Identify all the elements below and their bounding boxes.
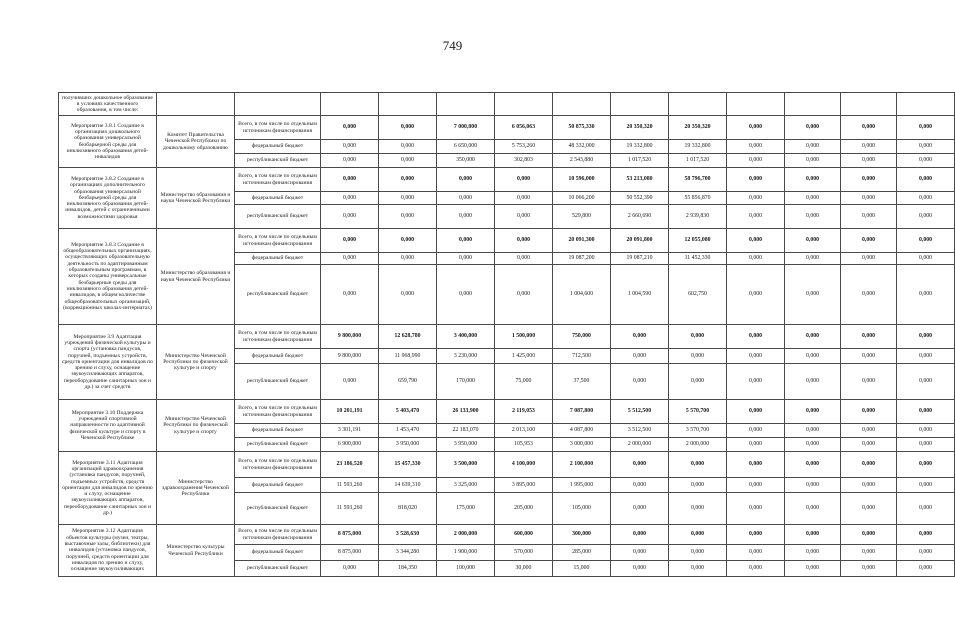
value-cell: 0,000 [437,168,495,192]
value-cell: 0,000 [785,205,841,229]
value-cell: 0,000 [727,265,785,325]
value-cell: 6 056,063 [495,116,553,140]
value-cell: 0,000 [669,478,727,493]
value-cell: 11 593,260 [321,493,379,525]
value-cell: 0,000 [727,205,785,229]
funding-source: федеральный бюджет [235,545,321,561]
value-cell: 0,000 [727,140,785,154]
executor-name: Министерство здравоохранения Чеченской Республики [157,452,235,525]
value-cell: 300,000 [553,525,611,545]
value-cell: 75,000 [495,364,553,400]
value-cell: 0,000 [611,364,669,400]
value-cell: 10 596,000 [553,168,611,192]
value-cell: 0,000 [321,253,379,265]
value-cell: 0,000 [495,192,553,205]
value-cell: 175,000 [437,493,495,525]
value-cell: 0,000 [495,265,553,325]
value-cell: 0,000 [785,192,841,205]
value-cell: 0,000 [321,229,379,253]
value-cell: 602,750 [669,265,727,325]
value-cell: 3 325,000 [437,478,495,493]
value-cell: 0,000 [841,525,897,545]
value-cell: 0,000 [785,349,841,364]
measure-name: Мероприятие 3.11 Адаптация организаций здравоохранения (установка пандусов, поручней, подъемных устройств, средств ориентации для инвалидов по зрению и слуху, оснащение звукоусиливающих аппаратов, переоборудование санитарных зон и др.) [59,452,157,525]
value-cell: 14 639,310 [379,478,437,493]
value-cell: 0,000 [611,493,669,525]
value-cell: 6 900,000 [321,438,379,452]
funding-source: Всего, в том числе по отдельным источникам финансирования [235,452,321,478]
executor-name: Министерство образования и науки Чеченской Республики [157,229,235,325]
value-cell: 0,000 [669,493,727,525]
value-cell: 0,000 [321,265,379,325]
funding-source: Всего, в том числе по отдельным источникам финансирования [235,116,321,140]
value-cell: 0,000 [785,364,841,400]
value-cell: 0,000 [379,154,437,168]
funding-source: республиканский бюджет [235,154,321,168]
value-cell: 0,000 [841,452,897,478]
value-cell: 0,000 [727,154,785,168]
value-cell: 0,000 [727,325,785,349]
value-cell: 20 091,300 [553,229,611,253]
value-cell: 0,000 [841,325,897,349]
value-cell: 3 512,500 [611,424,669,438]
table-row [59,525,955,545]
value-cell: 529,800 [553,205,611,229]
value-cell: 5 570,700 [669,400,727,424]
value-cell: 15,000 [553,561,611,577]
budget-table [58,92,955,577]
value-cell: 0,000 [841,561,897,577]
table-row [59,116,955,140]
value-cell: 55 856,870 [669,192,727,205]
funding-source: республиканский бюджет [235,265,321,325]
row-description: получивших дошкольное образование в условиях качественного образования, в том числе: [59,93,157,116]
value-cell: 0,000 [669,545,727,561]
value-cell: 0,000 [611,545,669,561]
value-cell: 12 628,780 [379,325,437,349]
table-row [59,325,955,349]
value-cell: 0,000 [785,325,841,349]
value-cell: 11 593,260 [321,478,379,493]
value-cell: 0,000 [611,349,669,364]
value-cell: 3 895,000 [495,478,553,493]
value-cell: 659,790 [379,364,437,400]
value-cell: 1 017,520 [669,154,727,168]
value-cell: 50 875,330 [553,116,611,140]
value-cell: 0,000 [841,349,897,364]
value-cell: 4 087,800 [553,424,611,438]
executor-name: Комитет Правительства Чеченской Республики по дошкольному образованию [157,116,235,168]
funding-source: федеральный бюджет [235,349,321,364]
value-cell: 0,000 [321,154,379,168]
value-cell: 0,000 [841,364,897,400]
value-cell: 3 500,000 [437,452,495,478]
value-cell: 3 230,000 [437,349,495,364]
value-cell: 2 100,000 [553,452,611,478]
measure-name: Мероприятие 3.10 Поддержка учреждений спортивной направленности по адаптивной физической культуре и спорту в Чеченской Республике [59,400,157,452]
funding-source: республиканский бюджет [235,205,321,229]
executor-name: Министерство образования и науки Чеченской Республики [157,168,235,229]
value-cell: 350,000 [437,154,495,168]
value-cell: 0,000 [897,478,955,493]
value-cell: 712,500 [553,349,611,364]
executor-name: Министерство Чеченской Республики по физической культуре и спорту [157,400,235,452]
value-cell: 19 332,800 [611,140,669,154]
value-cell: 0,000 [841,265,897,325]
value-cell: 0,000 [379,192,437,205]
value-cell: 0,000 [841,493,897,525]
value-cell: 37,500 [553,364,611,400]
value-cell: 53 213,080 [611,168,669,192]
value-cell: 10 201,191 [321,400,379,424]
value-cell: 0,000 [727,545,785,561]
value-cell: 818,020 [379,493,437,525]
value-cell: 0,000 [669,561,727,577]
value-cell: 15 457,330 [379,452,437,478]
value-cell: 0,000 [841,438,897,452]
value-cell: 1 004,590 [611,265,669,325]
value-cell: 0,000 [785,478,841,493]
value-cell: 0,000 [897,452,955,478]
value-cell: 0,000 [897,253,955,265]
value-cell: 170,000 [437,364,495,400]
value-cell: 0,000 [841,192,897,205]
value-cell: 600,000 [495,525,553,545]
value-cell: 0,000 [379,253,437,265]
value-cell: 8 875,000 [321,525,379,545]
value-cell: 11 968,990 [379,349,437,364]
value-cell: 2 939,830 [669,205,727,229]
value-cell: 0,000 [785,140,841,154]
table-row [59,93,955,116]
value-cell: 26 133,900 [437,400,495,424]
value-cell: 1 453,470 [379,424,437,438]
funding-source: федеральный бюджет [235,253,321,265]
value-cell: 100,000 [437,561,495,577]
value-cell: 205,000 [495,493,553,525]
executor-name: Министерство культуры Чеченской Республики [157,525,235,577]
value-cell: 58 796,700 [669,168,727,192]
value-cell: 0,000 [785,452,841,478]
value-cell: 0,000 [727,561,785,577]
value-cell: 0,000 [669,325,727,349]
funding-source: федеральный бюджет [235,140,321,154]
value-cell: 0,000 [785,400,841,424]
value-cell: 3 000,000 [553,438,611,452]
value-cell: 0,000 [841,253,897,265]
table-row [59,168,955,192]
value-cell: 0,000 [897,545,955,561]
value-cell: 0,000 [495,168,553,192]
funding-source: Всего, в том числе по отдельным источникам финансирования [235,229,321,253]
value-cell: 0,000 [897,205,955,229]
funding-source: республиканский бюджет [235,561,321,577]
value-cell: 0,000 [897,400,955,424]
value-cell: 0,000 [841,205,897,229]
value-cell: 2 119,053 [495,400,553,424]
value-cell: 1 425,000 [495,349,553,364]
value-cell: 3 301,191 [321,424,379,438]
value-cell: 0,000 [785,168,841,192]
funding-source: республиканский бюджет [235,364,321,400]
value-cell: 0,000 [321,116,379,140]
value-cell: 570,000 [495,545,553,561]
value-cell: 0,000 [897,116,955,140]
value-cell: 3 400,000 [437,325,495,349]
value-cell: 0,000 [785,493,841,525]
table-row [59,400,955,424]
value-cell: 0,000 [611,561,669,577]
value-cell: 3 570,700 [669,424,727,438]
value-cell: 0,000 [841,229,897,253]
value-cell: 11 452,330 [669,253,727,265]
value-cell: 50 552,390 [611,192,669,205]
table-row [59,229,955,253]
value-cell: 12 055,080 [669,229,727,253]
funding-source: федеральный бюджет [235,192,321,205]
value-cell: 23 186,520 [321,452,379,478]
value-cell: 285,000 [553,545,611,561]
value-cell: 30,000 [495,561,553,577]
value-cell: 0,000 [437,265,495,325]
value-cell: 0,000 [727,229,785,253]
value-cell: 0,000 [321,192,379,205]
value-cell: 0,000 [897,349,955,364]
value-cell: 0,000 [611,452,669,478]
funding-source: федеральный бюджет [235,478,321,493]
value-cell: 0,000 [897,325,955,349]
executor-name: Министерство Чеченской Республики по физической культуре и спорту [157,325,235,400]
value-cell: 10 066,200 [553,192,611,205]
measure-name: Мероприятие 3.8.3 Создание в общеобразовательных организациях, осуществляющих образовательную деятельность по адаптированным образовательным программам, в которых созданы универсальные безбарьерные среды для инклюзивного образования детей-инвалидов, в общем количестве общеобразовательных организаций, (коррекционных школах-интернатах) [59,229,157,325]
value-cell: 2 543,880 [553,154,611,168]
value-cell: 1 995,000 [553,478,611,493]
measure-name: Мероприятие 3.8.1 Создание в организациях дошкольного образования универсальной безбарьерной среды для инклюзивного образования детей-инвалидов [59,116,157,168]
measure-name: Мероприятие 3.12 Адаптация объектов культуры (музеи, театры, выставочные залы, библиотеки) для инвалидов (установка пандусов, поручней, средств ориентации для инвалидов по зрению и слуху, оснащение звукоусиливающих [59,525,157,577]
value-cell: 22 183,070 [437,424,495,438]
funding-source: Всего, в том числе по отдельным источникам финансирования [235,525,321,545]
value-cell: 20 350,320 [611,116,669,140]
value-cell: 0,000 [379,265,437,325]
value-cell: 0,000 [897,525,955,545]
value-cell: 0,000 [841,424,897,438]
value-cell: 8 875,000 [321,545,379,561]
value-cell: 0,000 [321,561,379,577]
value-cell: 0,000 [841,116,897,140]
value-cell: 48 332,000 [553,140,611,154]
value-cell: 0,000 [495,205,553,229]
value-cell: 0,000 [785,154,841,168]
value-cell: 1 500,000 [495,325,553,349]
value-cell: 0,000 [437,253,495,265]
value-cell: 0,000 [611,525,669,545]
value-cell: 0,000 [727,116,785,140]
value-cell: 0,000 [379,205,437,229]
value-cell: 0,000 [669,364,727,400]
value-cell: 0,000 [841,140,897,154]
value-cell: 0,000 [611,478,669,493]
value-cell: 0,000 [785,229,841,253]
value-cell: 0,000 [727,493,785,525]
value-cell: 0,000 [841,400,897,424]
value-cell: 0,000 [727,478,785,493]
value-cell: 2 660,690 [611,205,669,229]
value-cell: 0,000 [727,168,785,192]
value-cell: 7 087,800 [553,400,611,424]
value-cell: 0,000 [841,168,897,192]
funding-source: Всего, в том числе по отдельным источникам финансирования [235,325,321,349]
value-cell: 750,000 [553,325,611,349]
value-cell: 5 512,500 [611,400,669,424]
value-cell: 0,000 [379,140,437,154]
value-cell: 0,000 [727,349,785,364]
value-cell: 1 017,520 [611,154,669,168]
value-cell: 0,000 [669,452,727,478]
value-cell: 0,000 [727,364,785,400]
value-cell: 5 403,470 [379,400,437,424]
funding-source: республиканский бюджет [235,493,321,525]
value-cell: 0,000 [379,116,437,140]
value-cell: 302,803 [495,154,553,168]
value-cell: 0,000 [785,265,841,325]
value-cell: 0,000 [437,205,495,229]
value-cell: 0,000 [785,438,841,452]
value-cell: 19 087,210 [611,253,669,265]
value-cell: 0,000 [785,424,841,438]
value-cell: 0,000 [897,424,955,438]
value-cell: 0,000 [437,229,495,253]
value-cell: 0,000 [727,424,785,438]
value-cell: 6 650,000 [437,140,495,154]
value-cell: 0,000 [897,154,955,168]
value-cell: 0,000 [897,438,955,452]
value-cell: 1 004,600 [553,265,611,325]
value-cell: 19 332,800 [669,140,727,154]
value-cell: 3 950,000 [437,438,495,452]
funding-source: республиканский бюджет [235,438,321,452]
page-number: 749 [442,38,463,53]
value-cell: 184,350 [379,561,437,577]
value-cell: 0,000 [321,364,379,400]
funding-source: федеральный бюджет [235,424,321,438]
value-cell: 0,000 [669,349,727,364]
value-cell: 20 091,800 [611,229,669,253]
value-cell: 0,000 [897,561,955,577]
value-cell: 105,000 [553,493,611,525]
value-cell: 2 013,100 [495,424,553,438]
value-cell: 0,000 [785,525,841,545]
value-cell: 0,000 [321,140,379,154]
value-cell: 0,000 [785,545,841,561]
measure-name: Мероприятие 3.8.2 Создание в организациях дополнительного образования универсальной безбарьерной среды для инклюзивного образования детей-инвалидов, детей с ограниченными возможностями здоровья [59,168,157,229]
value-cell: 2 000,000 [611,438,669,452]
value-cell: 3 344,280 [379,545,437,561]
value-cell: 0,000 [321,168,379,192]
value-cell: 0,000 [841,545,897,561]
value-cell: 1 900,000 [437,545,495,561]
value-cell: 7 000,000 [437,116,495,140]
value-cell: 3 528,630 [379,525,437,545]
value-cell: 0,000 [495,229,553,253]
value-cell: 9 800,000 [321,349,379,364]
funding-source: Всего, в том числе по отдельным источникам финансирования [235,168,321,192]
value-cell: 20 350,320 [669,116,727,140]
value-cell: 0,000 [897,168,955,192]
value-cell: 0,000 [841,154,897,168]
value-cell: 19 087,200 [553,253,611,265]
value-cell: 4 100,000 [495,452,553,478]
value-cell: 0,000 [727,452,785,478]
value-cell: 0,000 [437,192,495,205]
value-cell: 0,000 [727,192,785,205]
value-cell: 2 000,000 [437,525,495,545]
value-cell: 0,000 [841,478,897,493]
funding-source: Всего, в том числе по отдельным источникам финансирования [235,400,321,424]
value-cell: 0,000 [611,325,669,349]
value-cell: 0,000 [495,253,553,265]
value-cell: 2 000,000 [669,438,727,452]
value-cell: 0,000 [321,205,379,229]
value-cell: 0,000 [727,400,785,424]
table-row [59,452,955,478]
value-cell: 0,000 [785,116,841,140]
value-cell: 0,000 [785,561,841,577]
value-cell: 0,000 [897,229,955,253]
measure-name: Мероприятие 3.9 Адаптация учреждений физической культуры и спорта (установка пандусов, поручней, подъемных устройств, средств ориентации для инвалидов по зрению и слуху, оснащение звукоусиливающих аппаратов, переоборудование санитарных зон и др.) за счет средств [59,325,157,400]
value-cell: 0,000 [897,493,955,525]
value-cell: 0,000 [897,265,955,325]
value-cell: 0,000 [897,364,955,400]
value-cell: 0,000 [727,253,785,265]
value-cell: 0,000 [379,168,437,192]
value-cell: 0,000 [727,438,785,452]
value-cell: 0,000 [897,140,955,154]
value-cell: 0,000 [897,192,955,205]
value-cell: 0,000 [785,253,841,265]
value-cell: 0,000 [379,229,437,253]
value-cell: 0,000 [727,525,785,545]
value-cell: 9 800,000 [321,325,379,349]
value-cell: 105,953 [495,438,553,452]
value-cell: 3 950,000 [379,438,437,452]
value-cell: 0,000 [669,525,727,545]
value-cell: 5 753,260 [495,140,553,154]
